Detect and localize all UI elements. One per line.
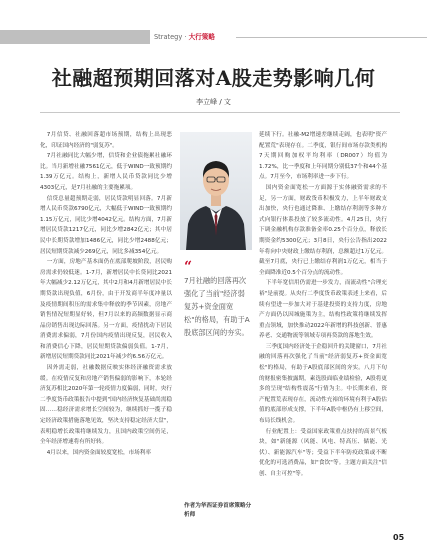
title-divider [40, 112, 400, 113]
paragraph: 信贷总量超预期走弱，居民贷款明显回落。7月新增人民币贷款6790亿元，大幅低于WIND一致预期约1.15万亿元，同比少增4042亿元。结构方面，7月新增居民贷款1217亿元，同比少增2842亿元；其中居民中长期贷款增加1486亿元，同比少增2488亿元；居民短期贷款减少269亿元，同比多减354亿元。 [40, 195, 172, 255]
paragraph: 因外需走弱，社融数据反映实体经济融资需求放缓。在疫情反复和房地产销售偏弱的影响下，本轮经济复苏相比2020年第一轮疫情力度偏弱，同时，央行二季度货币政策报告中提到"国内经济恢复基础尚需稳固……稳经济需求增长空间较为，继续抓好一揽子稳定经济政策措施落地见效，坚决支持稳定经济大盘"，表明稳增长政策将继续发力，且国内政策空间仍足，全年经济增速将有所好转。 [40, 365, 172, 446]
paragraph: 4月以来，国内资金面较度宽松，市场利率 [46, 449, 151, 456]
author-photo [180, 132, 252, 250]
paragraph: 三季度国内经济处于企稳回升的关键窗口，7月社融的回落再次强化了当前"经济弱复苏+资金面宽松"的格局，有助于A股底部区间的夯实。八月下旬的财报密集披露期，素选股面临业绩检验，A股将更多的呈现"结构性震荡"行情为主。中长期来看，资产配置荒表现存在，流动性充裕的环境有利于A股估值的底部形成支撑，下半年A股中枢仍有上移空间，布局长线机会。 [259, 343, 387, 425]
section-subcategory: 大行策略 [188, 33, 215, 41]
author-note: 作者为华西证券首席策略分析师 [184, 503, 252, 518]
quote-mark-icon: “ [184, 259, 193, 275]
paragraph: 下半年宽信用仍需进一步发力，而流动性"合理充裕"是前提。从央行二季度货币政策表述上来看，后续有望进一步加大对于基建投资的支持力度，房地产方面仍以因城施策为主，结构性政策将继续发挥重点领域，加快推动2022年新增的科技创新、普惠养老、交通物流等领域专项再贷款的落地生效。 [259, 280, 387, 340]
section-header [154, 31, 215, 43]
article-title: 社融超预期回落对A股走势影响几何 [51, 66, 376, 90]
article-byline: 李立峰 / 文 [196, 98, 231, 106]
page-number: 05 [393, 533, 405, 542]
author-portrait-image [180, 132, 252, 250]
header-rule [236, 37, 427, 38]
paragraph: 延续下行。社融-M2增速差继续走阔，也表明"资产配置荒"表现存在。二季度，银行间市场存款类机构7天期回购加权平均利率（DR007）均值为1.72%，比一季度和上年同期分别低37个和44个基点。7月至今，市场利率进一步下行。 [259, 132, 387, 181]
section-separator: · [184, 33, 187, 41]
paragraph: 7月社融同比大幅少增，信贷和企业债拖累社融环比。当月新增社融7561亿元，低于WIND一致预期约1.39万亿元。结构上，新增人民币贷款同比少增4303亿元，是7月社融的主要拖累项。 [40, 153, 172, 191]
article-column-right [259, 130, 387, 480]
paragraph: 行业配置上：受益国家政策重点扶持的高景气板块，如"新能源（风能、风电、特高压、储能、光伏）、新能源汽车"等；受益下半年防疫政策或不断优化的可选消费品，如"食饮"等。主题方面关注"信创、自主可控"等。 [259, 428, 387, 477]
paragraph: 7月信贷、社融回落超市场预期，结构上出现恶化，印证国内经济的"弱复苏"。 [40, 132, 172, 149]
pull-quote-text: 7月社融的回落再次强化了当前"经济弱复苏+资金面宽松"的格局，有助于A股底部区间的夯实。 [184, 276, 250, 337]
header-decor-strip [0, 30, 150, 44]
article-column-left [40, 130, 172, 458]
paragraph: 国内资金面宽松一方面源于实体融资需求的不足，另一方面，财政货币积极发力，上半年财政支出加快，央行也通过降准、上缴结存利润等多种方式向银行体系投放了较多流动性。4月25日，央行下调金融机构存款准备金率0.25个百分点，释放长期资金约5300亿元；3月8日，央行公告指出2022年将向中央财政上缴结存利润，总额超过1万亿元。截至7月底，央行已上缴结存利润1万亿元，相当于全面降准近0.5个百分点的流动性。 [259, 184, 387, 276]
section-category: Strategy [154, 33, 183, 41]
pull-quote [184, 259, 250, 339]
paragraph: 一方面，房地产基本面仍在底部爬坡阶段，居民购房需求仍较低迷。1-7月，新增居民中长贷同比2021年大幅减少2.12万亿元，其中2月和4月新增居民中长期贷款出现负值，6月份，由于开发商半年度冲量以及疫情期间积压的需求集中释放的季节因素，房地产销售情况短期显好转，但7月以来的高频数据显示商品房销售出现边际回落。另一方面，疫情扰动下居民消费需求偏弱，7月份国内疫情出现反复，居民收入和消费信心下降，居民短期贷款偏弱负值。1-7月，新增居民短期贷款同比2021年减少约6.56万亿元。 [40, 259, 172, 361]
